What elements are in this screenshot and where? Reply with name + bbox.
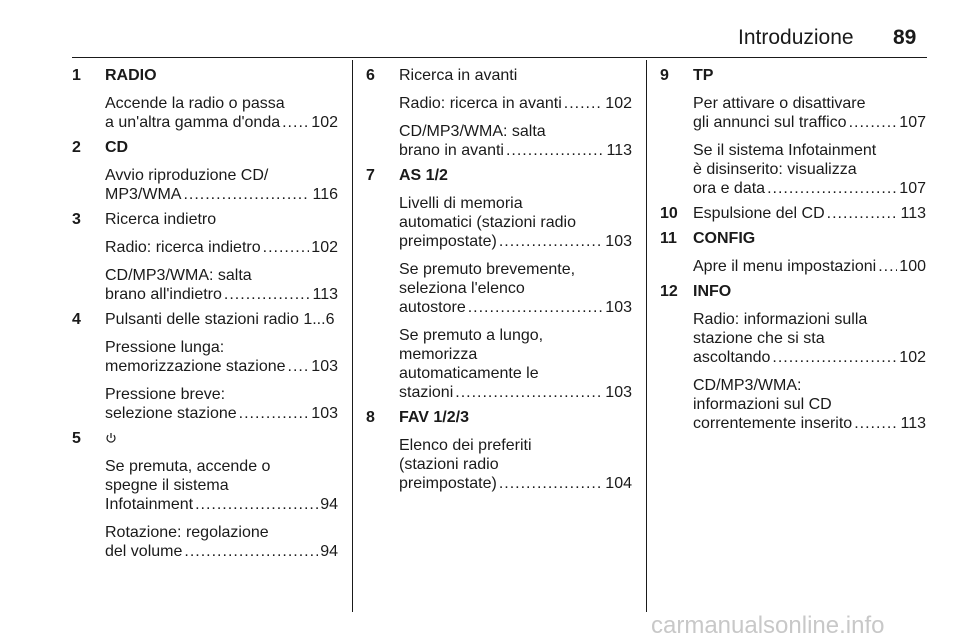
toc-line <box>693 257 926 276</box>
description-line: Radio: informazioni sulla <box>693 311 868 328</box>
page-header <box>0 0 960 60</box>
toc-page-ref: 94 <box>320 496 338 513</box>
description-line: Livelli di memoria <box>399 195 523 212</box>
entry-heading: CONFIG <box>693 230 756 247</box>
toc-page-ref: 107 <box>899 180 926 197</box>
entry-description <box>693 310 926 367</box>
description-line: automaticamente le <box>399 365 539 382</box>
leader-dots <box>499 474 603 493</box>
description-line: seleziona l'elenco <box>399 280 525 297</box>
entry-description <box>105 457 338 514</box>
column-divider <box>352 60 353 612</box>
toc-line <box>399 298 632 317</box>
description-line: Pressione lunga: <box>105 339 225 356</box>
toc-text: Radio: ricerca indietro <box>105 239 261 256</box>
index-entry <box>366 66 632 160</box>
toc-text: ora e data <box>693 180 766 197</box>
toc-text: Espulsione del CD <box>693 205 825 222</box>
toc-page-ref: 103 <box>605 233 632 250</box>
description-line: Avvio riproduzione CD/ <box>105 167 269 184</box>
entry-description <box>399 436 632 493</box>
entry-number: 4 <box>72 311 81 328</box>
toc-line <box>105 285 338 304</box>
toc-line <box>693 414 926 433</box>
index-entry <box>660 204 926 223</box>
description-line: Per attivare o disattivare <box>693 95 866 112</box>
toc-line <box>105 113 338 132</box>
index-entry <box>72 66 338 132</box>
toc-text: autostore <box>399 299 466 316</box>
entry-description <box>105 266 338 304</box>
toc-text: stazioni <box>399 384 454 401</box>
toc-line <box>105 185 338 204</box>
toc-text: memorizzazione stazione <box>105 358 286 375</box>
entry-number: 12 <box>660 283 678 300</box>
leader-dots <box>455 383 603 402</box>
entry-heading <box>693 204 926 223</box>
toc-text: brano in avanti <box>399 142 504 159</box>
description-line: Elenco dei preferiti <box>399 437 532 454</box>
leader-dots <box>239 404 310 423</box>
leader-dots <box>827 204 899 223</box>
index-entry <box>72 138 338 204</box>
toc-line <box>399 94 632 113</box>
toc-line <box>105 495 338 514</box>
index-entry <box>660 229 926 276</box>
entry-description <box>693 94 926 132</box>
index-entry <box>660 282 926 433</box>
entry-description <box>693 376 926 433</box>
entry-description <box>105 166 338 204</box>
toc-text: Radio: ricerca in avanti <box>399 95 562 112</box>
description-line: Accende la radio o passa <box>105 95 285 112</box>
entry-description <box>399 194 632 251</box>
toc-page-ref: 103 <box>311 405 338 422</box>
description-line: CD/MP3/WMA: salta <box>105 267 252 284</box>
entry-description <box>105 94 338 132</box>
toc-line <box>693 113 926 132</box>
index-entry <box>366 166 632 402</box>
leader-dots <box>767 179 897 198</box>
power-icon <box>105 432 117 444</box>
leader-dots <box>854 414 898 433</box>
entry-heading: INFO <box>693 283 732 300</box>
toc-line <box>399 141 632 160</box>
leader-dots <box>282 113 309 132</box>
toc-text: a un'altra gamma d'onda <box>105 114 281 131</box>
toc-page-ref: 113 <box>606 142 632 159</box>
toc-page-ref: 103 <box>605 384 632 401</box>
entry-description <box>399 122 632 160</box>
entry-heading: Ricerca in avanti <box>399 67 518 84</box>
toc-line <box>399 383 632 402</box>
description-line: è disinserito: visualizza <box>693 161 857 178</box>
toc-line <box>105 357 338 376</box>
toc-text: Infotainment <box>105 496 194 513</box>
entry-description <box>105 238 338 257</box>
description-line: memorizza <box>399 346 478 363</box>
toc-page-ref: 113 <box>900 205 926 222</box>
entry-number: 11 <box>660 230 677 247</box>
leader-dots <box>224 285 311 304</box>
description-line: Se premuta, accende o <box>105 458 271 475</box>
toc-line <box>105 238 338 257</box>
leader-dots <box>564 94 604 113</box>
toc-line <box>693 204 926 223</box>
description-line: automatici (stazioni radio <box>399 214 576 231</box>
entry-heading: CD <box>105 139 129 156</box>
toc-text: Apre il menu impostazioni <box>693 258 877 275</box>
entry-description <box>105 523 338 561</box>
description-line: CD/MP3/WMA: <box>693 377 802 394</box>
index-entry <box>366 408 632 493</box>
entry-number: 9 <box>660 67 669 84</box>
toc-page-ref: 94 <box>320 543 338 560</box>
entry-heading <box>105 429 338 448</box>
leader-dots <box>184 542 318 561</box>
entry-number: 3 <box>72 211 81 228</box>
entry-description <box>693 141 926 198</box>
watermark: carmanualsonline.info <box>651 612 885 639</box>
toc-text: preimpostate) <box>399 233 497 250</box>
toc-line <box>105 404 338 423</box>
description-line: Se il sistema Infotainment <box>693 142 877 159</box>
toc-page-ref: 113 <box>312 286 338 303</box>
header-rule <box>72 57 927 58</box>
toc-page-ref: 107 <box>899 114 926 131</box>
leader-dots <box>468 298 604 317</box>
toc-text: selezione stazione <box>105 405 237 422</box>
description-line: Se premuto a lungo, <box>399 327 544 344</box>
toc-page-ref: 102 <box>605 95 632 112</box>
description-line: CD/MP3/WMA: salta <box>399 123 546 140</box>
leader-dots <box>878 257 897 276</box>
toc-page-ref: 102 <box>311 239 338 256</box>
leader-dots <box>263 238 310 257</box>
toc-page-ref: 102 <box>899 349 926 366</box>
toc-text: brano all'indietro <box>105 286 222 303</box>
toc-page-ref: 100 <box>899 258 926 275</box>
entry-heading: Ricerca indietro <box>105 211 217 228</box>
entry-heading: TP <box>693 67 714 84</box>
toc-page-ref: 102 <box>311 114 338 131</box>
entry-description <box>693 257 926 276</box>
entry-heading: RADIO <box>105 67 157 84</box>
entry-number: 5 <box>72 430 81 447</box>
toc-line <box>399 474 632 493</box>
entry-heading: AS 1/2 <box>399 167 448 184</box>
toc-line <box>693 179 926 198</box>
toc-line <box>399 232 632 251</box>
entry-number: 1 <box>72 67 81 84</box>
toc-page-ref: 116 <box>312 186 338 203</box>
description-line: Rotazione: regolazione <box>105 524 269 541</box>
leader-dots <box>183 185 310 204</box>
description-line: stazione che si sta <box>693 330 825 347</box>
toc-page-ref: 104 <box>605 475 632 492</box>
toc-text: MP3/WMA <box>105 186 182 203</box>
leader-dots <box>849 113 898 132</box>
toc-line <box>693 348 926 367</box>
toc-text: gli annunci sul traffico <box>693 114 847 131</box>
column-3 <box>660 66 926 439</box>
leader-dots <box>288 357 310 376</box>
entry-description <box>105 338 338 376</box>
entry-number: 7 <box>366 167 375 184</box>
column-1 <box>72 66 338 567</box>
column-2 <box>366 66 632 499</box>
description-line: (stazioni radio <box>399 456 499 473</box>
toc-page-ref: 103 <box>605 299 632 316</box>
toc-text: ascoltando <box>693 349 771 366</box>
toc-page-ref: 113 <box>900 415 926 432</box>
column-divider <box>646 60 647 612</box>
toc-text: correntemente inserito <box>693 415 853 432</box>
description-line: spegne il sistema <box>105 477 229 494</box>
entry-number: 10 <box>660 205 678 222</box>
description-line: Se premuto brevemente, <box>399 261 576 278</box>
toc-text: del volume <box>105 543 183 560</box>
leader-dots <box>499 232 603 251</box>
toc-page-ref: 103 <box>311 358 338 375</box>
index-entry <box>72 429 338 561</box>
entry-heading: Pulsanti delle stazioni radio 1...6 <box>105 311 335 328</box>
page-number: 89 <box>893 26 917 49</box>
entry-description <box>105 385 338 423</box>
entry-number: 8 <box>366 409 375 426</box>
entry-description <box>399 94 632 113</box>
index-entry <box>72 310 338 423</box>
entry-number: 2 <box>72 139 81 156</box>
toc-line <box>105 542 338 561</box>
page-title: Introduzione <box>738 26 854 49</box>
description-line: informazioni sul CD <box>693 396 832 413</box>
entry-number: 6 <box>366 67 375 84</box>
index-entry <box>660 66 926 198</box>
leader-dots <box>772 348 897 367</box>
entry-heading: FAV 1/2/3 <box>399 409 469 426</box>
entry-description <box>399 326 632 402</box>
description-line: Pressione breve: <box>105 386 226 403</box>
leader-dots <box>506 141 605 160</box>
leader-dots <box>195 495 318 514</box>
entry-description <box>399 260 632 317</box>
toc-text: preimpostate) <box>399 475 497 492</box>
index-entry <box>72 210 338 304</box>
